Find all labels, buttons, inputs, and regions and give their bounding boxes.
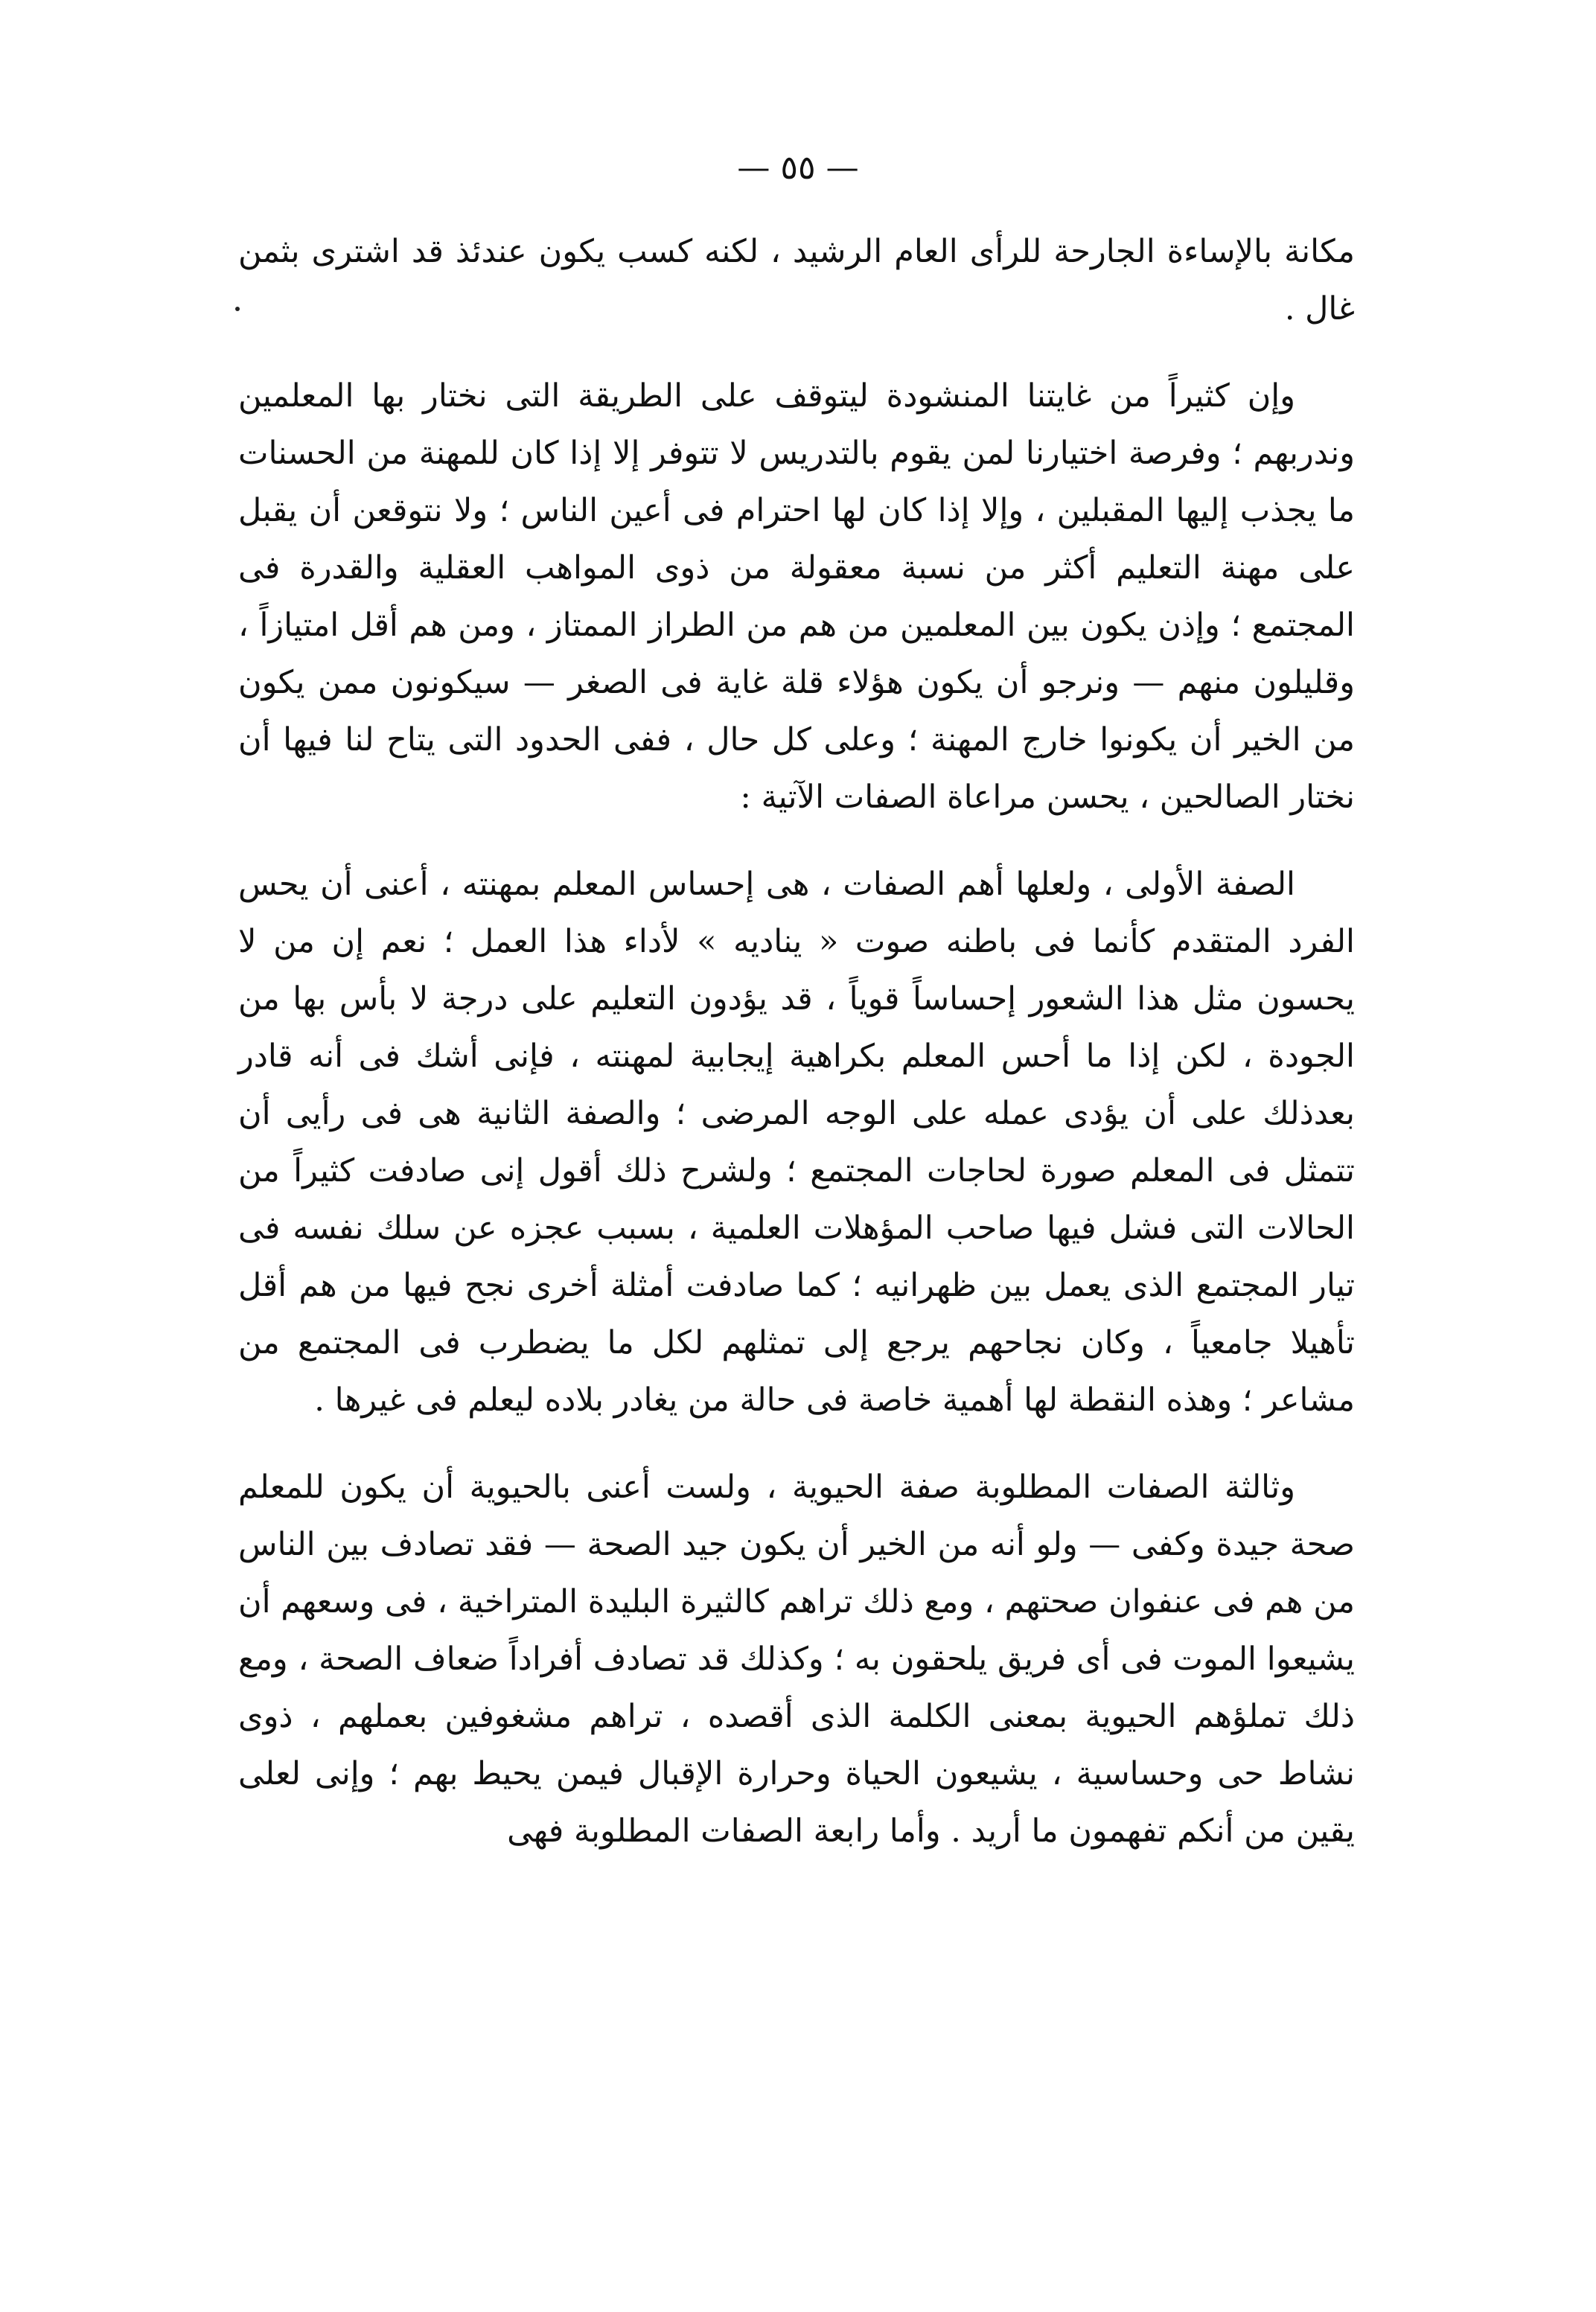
paragraph-third-quality: وثالثة الصفات المطلوبة صفة الحيوية ، ولست أعنى بالحيوية أن يكون للمعلم صحة جيدة وكفى — ولو أنه من الخير أن يكون جيد الصحة — فقد تصادف بين الناس من هم فى عنفوان صحتهم ، ومع ذلك تراهم كالثيرة البليدة المتراخية ، فى وسعهم أن يشيعوا الموت فى أى فريق يلحقون به ؛ وكذلك قد تصادف أفراداً ضعاف الصحة ، ومع ذلك تملؤهم الحيوية بمعنى الكلمة الذى أقصده ، تراهم مشغوفين بعملهم ، ذوى نشاط حى وحساسية ، يشيعون الحياة وحرارة الإقبال فيمن يحيط بهم ؛ وإنى لعلى يقين من أنكم تفهمون ما أريد . وأما رابعة الصفات المطلوبة فهى bbox=[238, 1469, 1355, 1850]
paragraph-continuation: مكانة بالإساءة الجارحة للرأى العام الرشيد ، لكنه كسب يكون عندئذ قد اشترى بثمن غال . bbox=[238, 233, 1355, 328]
paragraph-first-second-qualities: الصفة الأولى ، ولعلها أهم الصفات ، هى إحساس المعلم بمهنته ، أعنى أن يحس الفرد المتقدم كأنما فى باطنه صوت « يناديه » لأداء هذا العمل ؛ نعم إن من لا يحسون مثل هذا الشعور إحساساً قوياً ، قد يؤدون التعليم على درجة لا بأس بها من الجودة ، لكن إذا ما أحس المعلم بكراهية إيجابية لمهنته ، فإنى أشك فى أنه قادر بعدذلك على أن يؤدى عمله على الوجه المرضى ؛ والصفة الثانية هى فى رأيى أن تتمثل فى المعلم صورة لحاجات المجتمع ؛ ولشرح ذلك أقول إنى صادفت كثيراً من الحالات التى فشل فيها صاحب المؤهلات العلمية ، بسبب عجزه عن سلك نفسه فى تيار المجتمع الذى يعمل بين ظهرانيه ؛ كما صادفت أمثلة أخرى نجح فيها من هم أقل تأهيلا جامعياً ، وكان نجاحهم يرجع إلى تمثلهم لكل ما يضطرب فى المجتمع من مشاعر ؛ وهذه النقطة لها أهمية خاصة فى حالة من يغادر بلاده ليعلم فى غيرها . bbox=[238, 866, 1355, 1419]
body-text bbox=[238, 223, 1355, 1860]
paragraph-teacher-selection: وإن كثيراً من غايتنا المنشودة ليتوقف على الطريقة التى نختار بها المعلمين وندربهم ؛ وفرصة اختيارنا لمن يقوم بالتدريس لا تتوفر إلا إذا كان للمهنة من الحسنات ما يجذب إليها المقبلين ، وإلا إذا كان لها احترام فى أعين الناس ؛ ولا نتوقعن أن يقبل على مهنة التعليم أكثر من نسبة معقولة من ذوى المواهب العقلية والقدرة فى المجتمع ؛ وإذن يكون بين المعلمين من هم من الطراز الممتاز ، ومن هم أقل امتيازاً ، وقليلون منهم — ونرجو أن يكون هؤلاء قلة غاية فى الصغر — سيكونون ممن يكون من الخير أن يكونوا خارج المهنة ؛ وعلى كل حال ، ففى الحدود التى يتاح لنا فيها أن نختار الصالحين ، يحسن مراعاة الصفات الآتية : bbox=[238, 377, 1355, 816]
page-number: — ٥٥ — bbox=[737, 149, 859, 187]
